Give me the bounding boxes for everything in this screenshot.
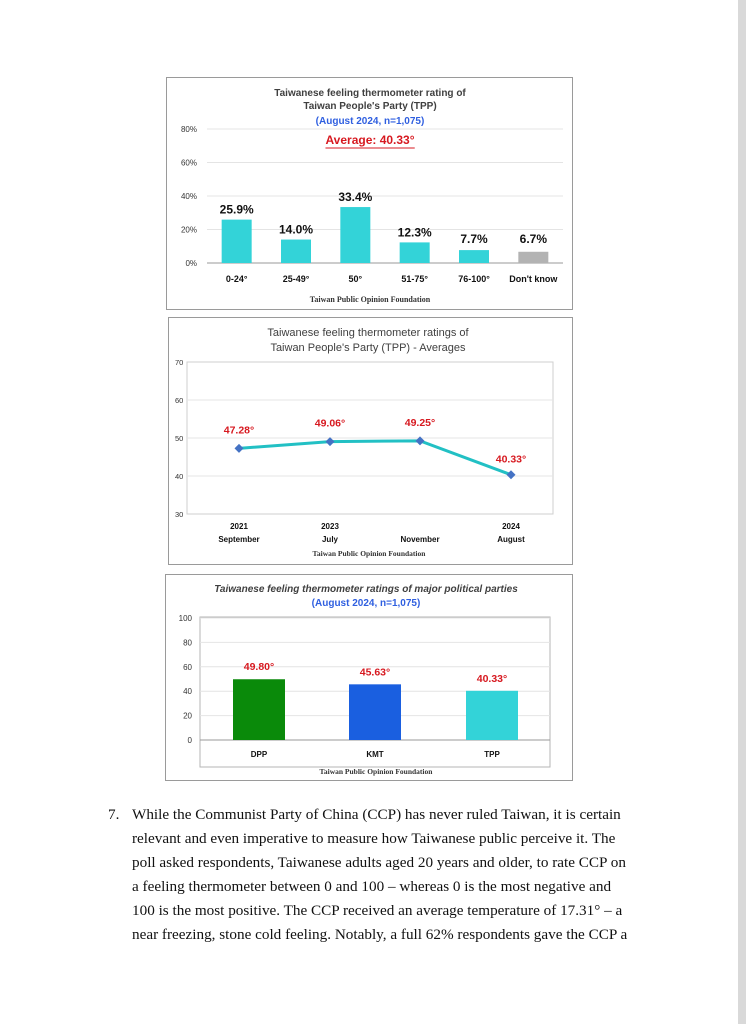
chart1-value-label: 33.4%	[338, 190, 373, 205]
chart3-x-tick-label: DPP	[250, 750, 268, 759]
chart1-x-tick-label: 76-100°	[458, 274, 490, 284]
chart2-x-month-label: November	[400, 535, 440, 544]
tpp-averages-svg	[169, 318, 574, 566]
chart2-source: Taiwan Public Opinion Foundation	[312, 549, 426, 558]
chart1-x-tick-label: 25-49°	[282, 274, 310, 284]
chart3-subtitle: (August 2024, n=1,075)	[311, 598, 421, 609]
chart1-bar	[400, 242, 430, 263]
paragraph-body	[132, 803, 632, 947]
paragraph-line: a feeling thermometer between 0 and 100 – whereas 0 is the most negative and	[132, 878, 612, 895]
chart1-x-tick-label: 51-75°	[401, 274, 428, 284]
chart1-value-label: 7.7%	[460, 232, 488, 246]
chart3-y-tick-label: 60	[183, 662, 192, 672]
chart1-y-tick-label: 40%	[180, 192, 197, 201]
chart1-x-tick-label: 50°	[348, 274, 363, 284]
chart3-y-tick-label: 20	[183, 711, 192, 721]
chart2-value-label: 47.28°	[223, 424, 255, 437]
chart2-value-label: 49.25°	[404, 416, 436, 429]
chart1-bar	[281, 240, 311, 263]
chart2-y-tick-label: 30	[175, 510, 184, 519]
chart3-x-tick-label: TPP	[484, 750, 500, 759]
chart3-bar	[349, 684, 401, 740]
chart3-source: Taiwan Public Opinion Foundation	[319, 767, 433, 776]
chart3-y-tick-label: 0	[187, 736, 192, 745]
paragraph-line: near freezing, stone cold feeling. Notably, a full 62% respondents gave the CCP a	[132, 926, 628, 943]
chart1-value-label: 6.7%	[519, 232, 548, 246]
paragraph-line: poll asked respondents, Taiwanese adults aged 20 years and older, to rate CCP on	[132, 854, 626, 871]
chart1-x-tick-label: Don't know	[509, 274, 558, 284]
chart3-bar	[466, 691, 518, 740]
chart1-subtitle: (August 2024, n=1,075)	[315, 116, 425, 127]
chart3-y-tick-label: 40	[183, 687, 192, 697]
chart1-x-tick-label: 0-24°	[225, 274, 248, 284]
chart3-y-tick-label: 80	[183, 638, 192, 648]
chart1-average-label: Average: 40.33°	[325, 133, 415, 147]
chart2-x-year-label: 2023	[321, 522, 339, 531]
chart1-y-tick-label: 0%	[185, 259, 197, 268]
chart2-value-label: 40.33°	[495, 453, 527, 466]
parties-svg	[166, 575, 574, 782]
chart2-y-tick-label: 70	[175, 358, 184, 367]
chart3-title: Taiwanese feeling thermometer ratings of major political parties	[214, 584, 518, 595]
paragraph-number: 7.	[108, 806, 120, 823]
chart1-bar	[222, 220, 252, 263]
chart2-x-year-label: 2021	[230, 522, 248, 531]
chart2-data-marker	[235, 444, 244, 453]
chart2-x-year-label: 2024	[502, 522, 520, 531]
chart2-value-label: 49.06°	[314, 417, 346, 430]
chart3-value-label: 45.63°	[359, 666, 391, 679]
chart2-title: Taiwanese feeling thermometer ratings of	[267, 327, 469, 339]
page-edge	[738, 0, 746, 1024]
chart1-y-tick-label: 60%	[180, 158, 197, 168]
chart2-x-month-label: July	[321, 535, 339, 544]
chart3-y-tick-label: 100	[178, 614, 192, 623]
chart1-bar	[518, 252, 548, 263]
paragraph-line: relevant and even imperative to measure how Taiwanese public perceive it. The	[132, 830, 616, 847]
tpp-distribution-svg	[167, 78, 574, 311]
chart2-x-month-label: September	[218, 535, 260, 544]
chart2-title-line2: Taiwan People's Party (TPP) - Averages	[270, 342, 466, 354]
chart2-data-marker	[507, 470, 516, 479]
chart1-title: Taiwanese feeling thermometer rating of	[274, 88, 466, 99]
tpp-distribution-chart	[166, 77, 573, 310]
chart1-y-tick-label: 20%	[180, 225, 197, 235]
chart1-title-line2: Taiwan People's Party (TPP)	[303, 101, 437, 112]
tpp-averages-chart	[168, 317, 573, 565]
chart1-value-label: 25.9%	[219, 202, 254, 217]
chart1-value-label: 12.3%	[397, 225, 432, 240]
chart1-source: Taiwan Public Opinion Foundation	[309, 295, 431, 304]
chart2-y-tick-label: 50	[175, 434, 184, 443]
paragraph-line: While the Communist Party of China (CCP) has never ruled Taiwan, it is certain	[132, 806, 621, 823]
paragraph-line: 100 is the most positive. The CCP received an average temperature of 17.31° – a	[132, 902, 623, 919]
chart2-y-tick-label: 40	[175, 472, 184, 481]
chart1-value-label: 14.0%	[278, 222, 314, 237]
chart3-value-label: 40.33°	[476, 672, 508, 685]
chart2-series-line	[239, 441, 511, 475]
chart3-bar	[233, 679, 285, 740]
chart1-bar	[459, 250, 489, 263]
chart3-value-label: 49.80°	[243, 661, 275, 674]
parties-chart	[165, 574, 573, 781]
chart1-y-tick-label: 80%	[180, 125, 197, 134]
chart1-bar	[340, 207, 370, 263]
chart3-x-tick-label: KMT	[366, 750, 384, 759]
chart2-x-month-label: August	[497, 535, 525, 544]
chart2-y-tick-label: 60	[175, 396, 184, 405]
